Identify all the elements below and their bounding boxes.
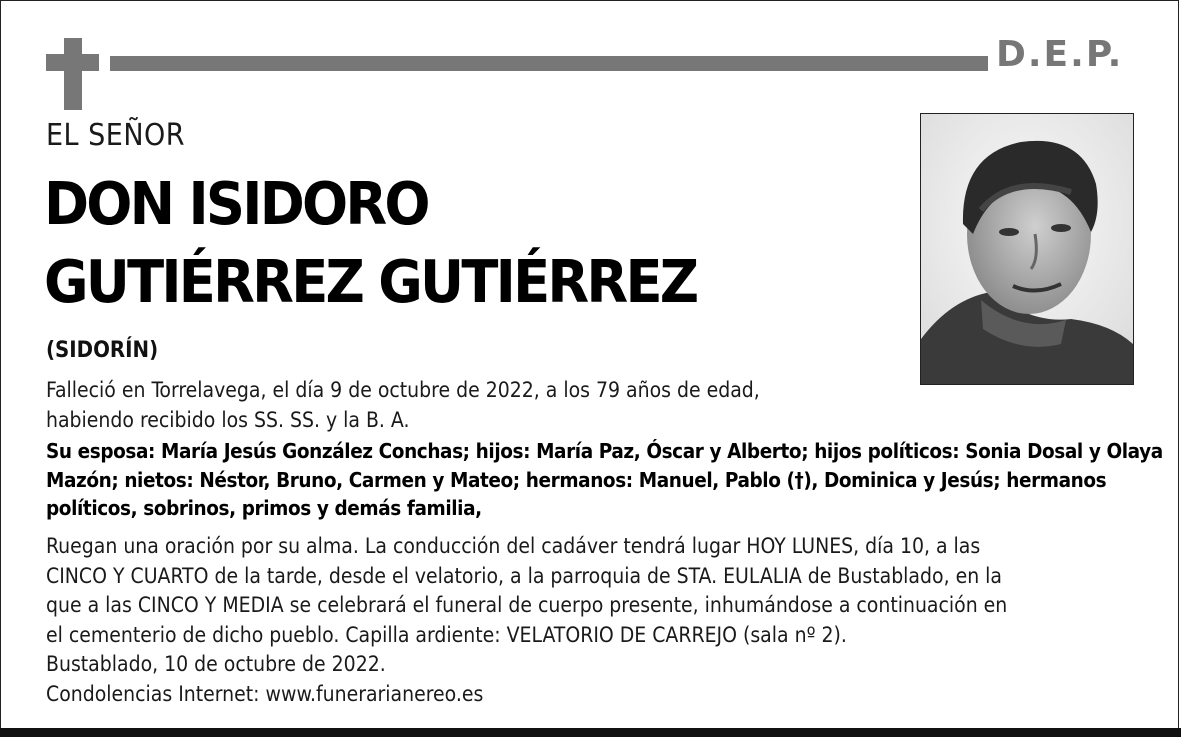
cross-icon-horizontal xyxy=(46,54,99,71)
condolences-link: Condolencias Internet: www.funerarianereo.es xyxy=(46,681,484,706)
service-line: el cementerio de dicho pueblo. Capilla ardiente: VELATORIO DE CARREJO (sala nº 2). xyxy=(46,622,847,647)
death-notice-line: Falleció en Torrelavega, el día 9 de octubre de 2022, a los 79 años de edad, xyxy=(46,378,760,402)
deceased-nickname: (SIDORÍN) xyxy=(46,338,159,363)
portrait-photo xyxy=(920,113,1134,385)
header-rule xyxy=(110,56,988,71)
bottom-rule xyxy=(0,728,1181,737)
portrait-icon xyxy=(921,114,1133,384)
family-line: políticos, sobrinos, primos y demás familia, xyxy=(46,496,482,520)
place-date: Bustablado, 10 de octubre de 2022. xyxy=(46,652,386,676)
cross-icon-vertical xyxy=(64,38,82,110)
dep-label: D.E.P. xyxy=(996,34,1124,75)
honorific-prefix: EL SEÑOR xyxy=(46,118,186,153)
death-notice-line: habiendo recibido los SS. SS. y la B. A. xyxy=(46,407,410,432)
death-notice xyxy=(46,376,760,435)
family-line: Su esposa: María Jesús González Conchas; hijos: María Paz, Óscar y Alberto; hijos políticos: Sonia Dosal y Olaya xyxy=(46,439,1163,463)
service-details xyxy=(46,532,1007,650)
deceased-name-line1: DON ISIDORO xyxy=(44,169,428,238)
family-list xyxy=(46,437,1163,523)
service-line: CINCO Y CUARTO de la tarde, desde el velatorio, a la parroquia de STA. EULALIA de Bustablado, en la xyxy=(46,563,1002,588)
deceased-name-line2: GUTIÉRREZ GUTIÉRREZ xyxy=(44,247,697,316)
service-line: que a las CINCO Y MEDIA se celebrará el funeral de cuerpo presente, inhumándose a continuación en xyxy=(46,593,1008,617)
family-line: Mazón; nietos: Néstor, Bruno, Carmen y Mateo; hermanos: Manuel, Pablo (†), Dominica y Jesús; hermanos xyxy=(46,467,1107,492)
footer xyxy=(46,650,483,709)
service-line: Ruegan una oración por su alma. La conducción del cadáver tendrá lugar HOY LUNES, día 10, a las xyxy=(46,534,981,558)
